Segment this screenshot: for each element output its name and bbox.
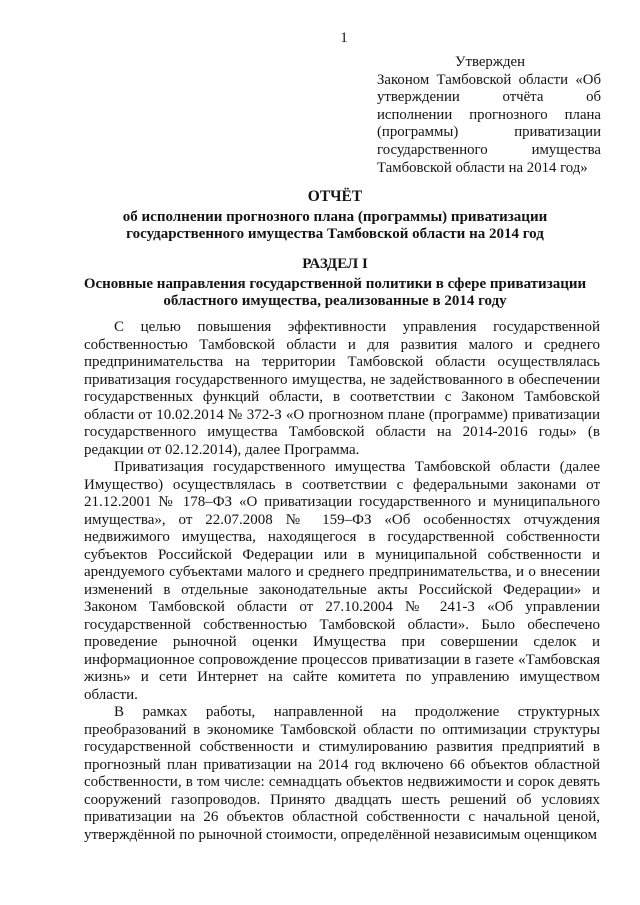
report-subtitle: об исполнении прогнозного плана (программы) приватизации государственного имущества Тамбовской области на 2014 год [122,208,548,242]
section-title-block [70,256,600,311]
paragraph: С целью повышения эффективности управления государственной собственностью Тамбовской области и для развития малого и среднего предпринимательства на территории Тамбовской области осуществлялась приватизация государственного имущества, не задействованного в обеспечении государственных функций области, в соответствии с Законом Тамбовской области от 10.02.2014 № 372-З «О прогнозном плане (программе) приватизации государственного имущества Тамбовской области на 2014-2016 годы» (в редакции от 02.12.2014), далее Программа. [84,319,600,458]
approval-stamp [377,54,601,177]
report-title-block [70,188,600,244]
report-title: ОТЧЁТ [307,188,363,205]
approval-text: Законом Тамбовской области «Об утверждении отчёта об исполнении прогнозного плана (программы) приватизации государственного имущества Тамбовской области на 2014 год» [377,71,601,176]
section-heading: РАЗДЕЛ I [302,256,368,272]
paragraph: В рамках работы, направленной на продолжение структурных преобразований в экономике Тамбовской области по оптимизации структуры государственной собственности и стимулированию развития предприятий в прогнозный план приватизации на 2014 год включено 66 объектов областной собственности, в том числе: семнадцать объектов недвижимости и сорок девять сооружений газопроводов. Принято двадцать шесть решений об условиях приватизации на 26 объектов областной собственности с начальной ценой, утверждённой по рыночной стоимости, определённой независимым оценщиком [84,704,600,843]
page-number: 1 [340,30,348,46]
section-title: Основные направления государственной политики в сфере приватизации областного имущества, реализованные в 2014 году [83,275,587,309]
paragraph: Приватизация государственного имущества Тамбовской области (далее Имущество) осуществлялась в соответствии с федеральными законами от 21.12.2001 № 178–ФЗ «О приватизации государственного и муниципального имущества», от 22.07.2008 № 159–ФЗ «Об особенностях отчуждения недвижимого имущества, находящегося в государственной собственности субъектов Российской Федерации или в муниципальной собственности и арендуемого субъектами малого и среднего предпринимательства, и о внесении изменений в отдельные законодательные акты Российской Федерации» и Законом Тамбовской области от 27.10.2004 № 241-З «Об управлении государственной собственностью Тамбовской области». Было обеспечено проведение рыночной оценки Имущества при совершении сделок и информационное сопровождение процессов приватизации в газете «Тамбовская жизнь» и сети Интернет на сайте комитета по управлению имуществом области. [84,459,600,703]
approval-heading: Утвержден [455,54,526,70]
body-text [84,319,600,844]
